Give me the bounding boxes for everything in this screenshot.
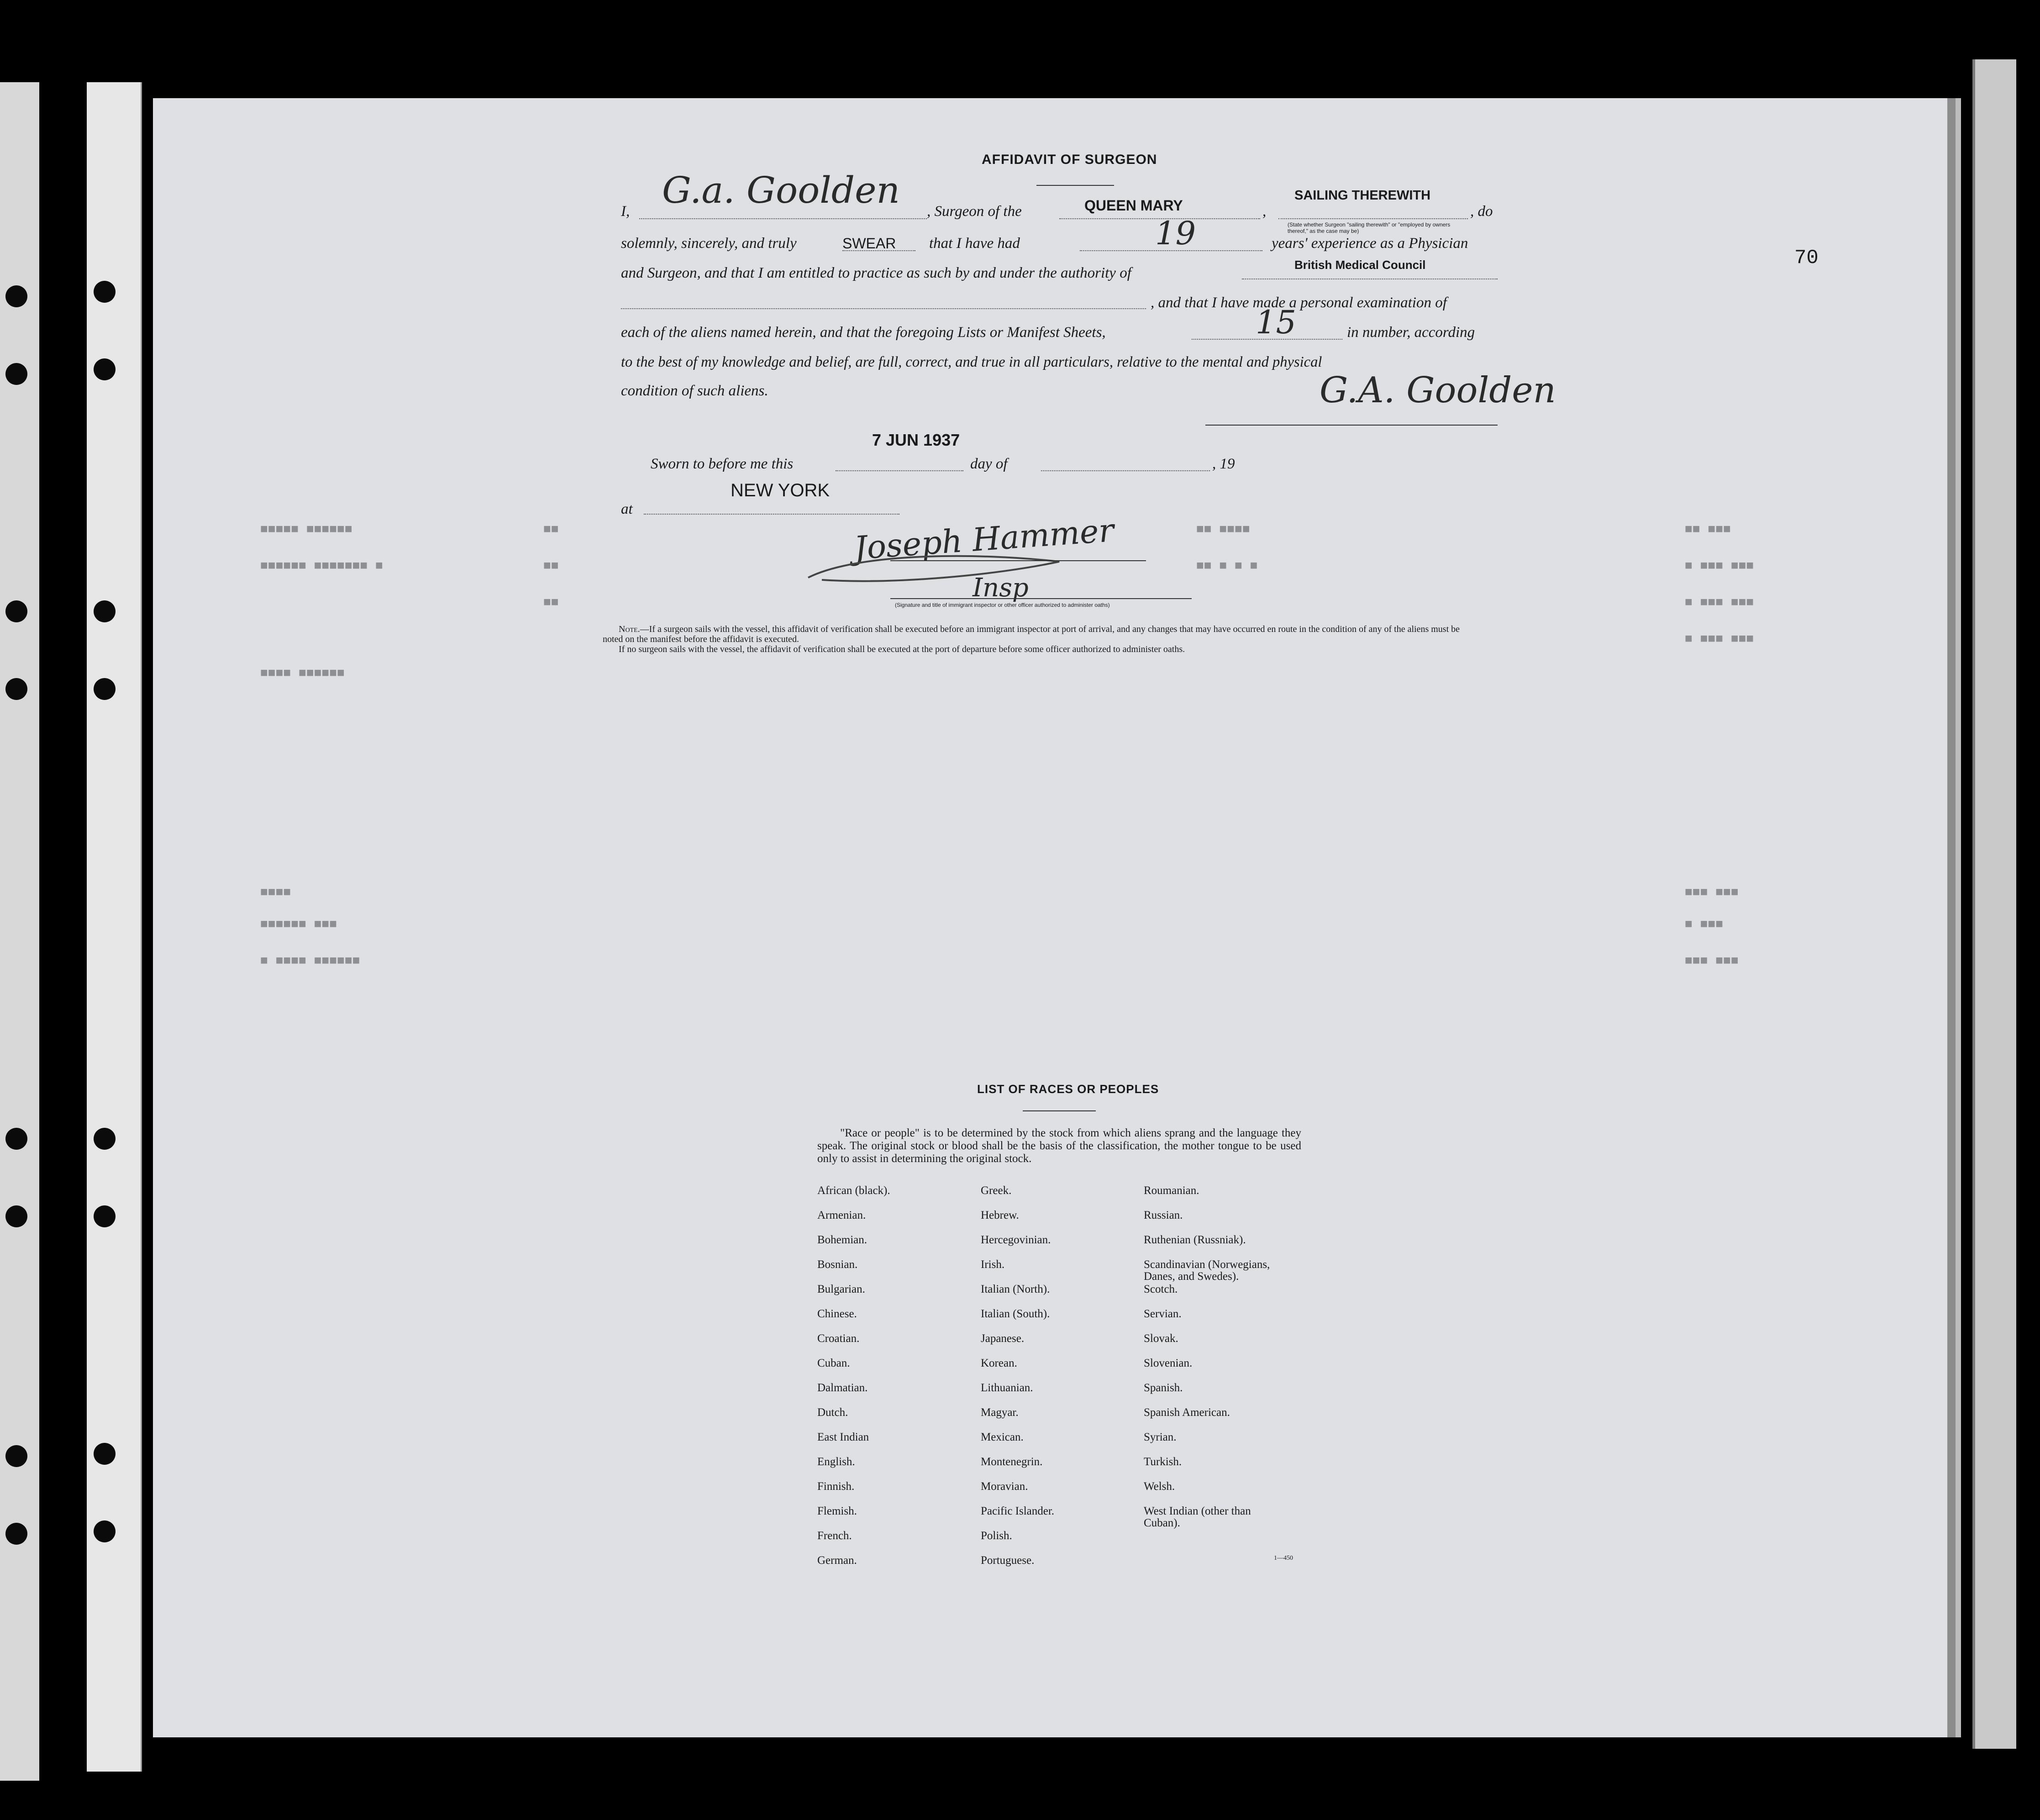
race-item: Scotch. <box>1144 1283 1178 1295</box>
race-item: Slovenian. <box>1144 1357 1193 1369</box>
inspector-title: Insp <box>973 573 1029 603</box>
race-item: Bohemian. <box>817 1234 868 1246</box>
race-item: Servian. <box>1144 1308 1182 1320</box>
page-number: 70 <box>1794 247 1819 269</box>
binder-hole <box>94 358 116 380</box>
sheets-handwritten: 15 <box>1256 304 1297 341</box>
note-paragraph <box>603 624 1461 654</box>
race-item: Finnish. <box>817 1480 855 1493</box>
binder-hole <box>94 600 116 622</box>
binder-hole <box>94 678 116 700</box>
race-item: Dalmatian. <box>817 1382 868 1394</box>
years-handwritten: 19 <box>1155 215 1196 252</box>
race-item: West Indian (other than Cuban). <box>1144 1505 1251 1529</box>
race-item: Hebrew. <box>981 1209 1019 1221</box>
surgeon-of-the-label: , Surgeon of the <box>927 203 1022 220</box>
race-item: Syrian. <box>1144 1431 1177 1443</box>
month-line <box>1041 470 1210 471</box>
race-item: Moravian. <box>981 1480 1028 1493</box>
race-item: Cuban. <box>817 1357 850 1369</box>
race-item: Korean. <box>981 1357 1017 1369</box>
binder-hole <box>94 1443 116 1465</box>
race-item: English. <box>817 1456 855 1468</box>
race-item: Turkish. <box>1144 1456 1182 1468</box>
race-item: Bulgarian. <box>817 1283 865 1295</box>
race-item: Italian (North). <box>981 1283 1050 1295</box>
binder-hole <box>94 1520 116 1542</box>
binder-hole <box>5 1445 27 1467</box>
inspector-line <box>890 560 1146 561</box>
race-item: Dutch. <box>817 1406 848 1419</box>
condition-label: condition of such aliens. <box>621 383 768 399</box>
race-item: Mexican. <box>981 1431 1024 1443</box>
title-rule <box>1036 185 1114 186</box>
race-item: Spanish American. <box>1144 1406 1230 1419</box>
races-title: LIST OF RACES OR PEOPLES <box>977 1082 1159 1096</box>
race-item: French. <box>817 1530 852 1542</box>
binder-hole <box>5 1128 27 1150</box>
affidavit-i: I, <box>621 203 630 220</box>
binder-hole <box>94 1205 116 1227</box>
race-item: Japanese. <box>981 1332 1025 1345</box>
race-item: Chinese. <box>817 1308 857 1320</box>
place-line <box>644 514 899 515</box>
years-label: years' experience as a Physician <box>1272 235 1468 252</box>
race-item: Pacific Islander. <box>981 1505 1055 1517</box>
race-item: Welsh. <box>1144 1480 1175 1493</box>
note-text-1: —If a surgeon sails with the vessel, this affidavit of verification shall be executed before an immigrant inspector at port of arrival, and any changes that may have occurred en route in the condition of any of the aliens must be noted on the manifest before the affidavit is executed. <box>603 624 1460 644</box>
races-column-3 <box>1144 1185 1308 1530</box>
binding-strip <box>87 82 142 1772</box>
do-label: , do <box>1470 203 1493 220</box>
races-column-2 <box>981 1185 1145 1579</box>
vessel-name: QUEEN MARY <box>1084 197 1183 214</box>
race-item: Portuguese. <box>981 1554 1035 1567</box>
affidavit-title: AFFIDAVIT OF SURGEON <box>982 152 1157 167</box>
races-column-1 <box>817 1185 982 1579</box>
binder-hole <box>5 285 27 307</box>
race-item: East Indian <box>817 1431 869 1443</box>
binder-hole <box>5 678 27 700</box>
examination-label: , and that I have made a personal examination of <box>1151 295 1447 311</box>
sworn-label: Sworn to before me this <box>651 456 794 472</box>
surgeon-signature: G.A. Goolden <box>1320 370 1556 411</box>
day-of-label: day of <box>970 456 1008 472</box>
races-title-rule <box>1023 1110 1096 1111</box>
race-item: German. <box>817 1554 857 1567</box>
sworn-date-line <box>836 470 963 471</box>
authority-continuation-line <box>621 308 1146 309</box>
race-item: Italian (South). <box>981 1308 1050 1320</box>
binder-hole <box>94 281 116 303</box>
binder-hole <box>5 363 27 385</box>
race-item: Russian. <box>1144 1209 1183 1221</box>
note-label: Note. <box>619 624 640 634</box>
signature-flourish <box>804 534 1078 594</box>
inspector-signature: Joseph Hammer <box>852 511 1115 567</box>
race-item: Bosnian. <box>817 1258 858 1271</box>
race-item: Ruthenian (Russniak). <box>1144 1234 1246 1246</box>
form-footer-mark: 1—450 <box>1274 1555 1293 1562</box>
race-item: Roumanian. <box>1144 1184 1199 1197</box>
race-item: Spanish. <box>1144 1382 1183 1394</box>
status-line <box>1278 218 1468 219</box>
place-stamp: NEW YORK <box>731 480 830 500</box>
race-item: Irish. <box>981 1258 1005 1271</box>
had-label: that I have had <box>929 235 1020 252</box>
race-item: Lithuanian. <box>981 1382 1033 1394</box>
solemnly-label: solemnly, sincerely, and truly <box>621 235 797 252</box>
race-item: Scandinavian (Norwegians, Danes, and Swedes). <box>1144 1258 1270 1283</box>
race-item: Montenegrin. <box>981 1456 1043 1468</box>
date-stamp: 7 JUN 1937 <box>872 431 960 449</box>
surgeon-name-handwritten: G.a. Goolden <box>662 169 900 211</box>
binder-hole <box>94 1128 116 1150</box>
race-item: Polish. <box>981 1530 1012 1542</box>
right-page-edge <box>1972 59 2016 1749</box>
signature-line <box>1205 425 1498 426</box>
race-item: Greek. <box>981 1184 1012 1197</box>
at-label: at <box>621 501 633 517</box>
race-item: Slovak. <box>1144 1332 1178 1345</box>
number-label: in number, according <box>1347 324 1475 341</box>
authority-stamp: British Medical Council <box>1294 258 1426 272</box>
year-label: , 19 <box>1212 456 1235 472</box>
binder-hole <box>5 1523 27 1545</box>
race-item: Hercegovinian. <box>981 1234 1051 1246</box>
authority-label: and Surgeon, and that I am entitled to practice as such by and under the authority of <box>621 265 1131 281</box>
race-item: Magyar. <box>981 1406 1019 1419</box>
knowledge-label: to the best of my knowledge and belief, are full, correct, and true in all particulars, relative to the mental and physical <box>621 354 1322 370</box>
manifest-sheets-label: each of the aliens named herein, and that the foregoing Lists or Manifest Sheets, <box>621 324 1106 341</box>
comma: , <box>1262 203 1267 220</box>
race-item: Armenian. <box>817 1209 866 1221</box>
binder-hole <box>5 600 27 622</box>
race-item: African (black). <box>817 1184 890 1197</box>
status-note: (State whether Surgeon "sailing therewith" or "employed by owners thereof," as the case may be) <box>1288 221 1451 234</box>
binder-hole <box>5 1205 27 1227</box>
surgeon-name-line <box>639 218 927 219</box>
oath-word: SWEAR <box>842 235 896 252</box>
races-intro: "Race or people" is to be determined by the stock from which aliens sprang and the language they speak. The original stock or blood shall be the basis of the classification, the mother tongue to be used only to assist in determining the original stock. <box>817 1127 1301 1165</box>
race-item: Flemish. <box>817 1505 857 1517</box>
surgeon-status: SAILING THEREWITH <box>1294 188 1431 203</box>
signature-caption: (Signature and title of immigrant inspector or other officer authorized to administer oaths) <box>895 602 1110 608</box>
inspector-title-line <box>890 598 1192 599</box>
note-text-2: If no surgeon sails with the vessel, the affidavit of verification shall be executed at the port of departure before some officer authorized to administer oaths. <box>619 644 1185 654</box>
race-item: Croatian. <box>817 1332 860 1345</box>
